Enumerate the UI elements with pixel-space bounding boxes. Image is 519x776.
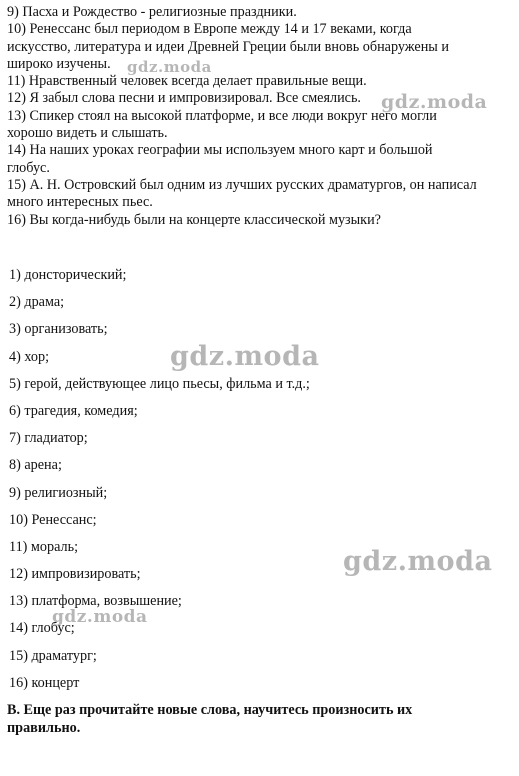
sentence-16: 16) Вы когда-нибудь были на концерте классической музыки? — [7, 211, 381, 228]
watermark: gdz.moda — [381, 91, 488, 113]
watermark: gdz.moda — [170, 341, 320, 372]
sentence-11: 11) Нравственный человек всегда делает правильные вещи. — [7, 73, 367, 90]
vocabulary-item: 7) гладиатор; — [9, 430, 88, 447]
translated-sentences — [7, 4, 512, 229]
sentence-13: 13) Спикер стоял на высокой платформе, и все люди вокруг него могли хорошо видеть и слышать. — [7, 107, 437, 142]
sentence-15: 15) А. Н. Островский был одним из лучших русских драматургов, он написал много интересных пьес. — [7, 176, 477, 211]
vocabulary-item: 8) арена; — [9, 457, 62, 474]
vocabulary-list — [9, 267, 509, 702]
sentence-10: 10) Ренессанс был периодом в Европе между 14 и 17 веками, когда искусство, литература и идеи Древней Греции были вновь обнаружены и широко изучены. — [7, 21, 449, 72]
sentence-14: 14) На наших уроках географии мы используем много карт и большой глобус. — [7, 142, 433, 176]
vocabulary-item: 10) Ренессанс; — [9, 511, 97, 528]
vocabulary-item: 1) донсторический; — [9, 267, 127, 283]
vocabulary-item: 5) герой, действующее лицо пьесы, фильма и т.д.; — [9, 375, 310, 392]
vocabulary-item: 4) хор; — [9, 348, 50, 365]
watermark: gdz.moda — [52, 607, 148, 627]
vocabulary-item: 6) трагедия, комедия; — [9, 402, 138, 419]
vocabulary-item: 12) импровизировать; — [9, 566, 141, 583]
vocabulary-item: 14) глобус; — [9, 620, 75, 637]
watermark: gdz.moda — [343, 546, 493, 577]
sentence-9: 9) Пасха и Рождество - религиозные праздники. — [7, 4, 297, 20]
sentence-12: 12) Я забыл слова песни и импровизировал. Все смеялись. — [7, 90, 361, 107]
watermark: gdz.moda — [127, 58, 212, 76]
vocabulary-item: 2) драма; — [9, 294, 65, 311]
task-instruction: В. Еще раз прочитайте новые слова, научитесь произносить их правильно. — [7, 702, 413, 736]
vocabulary-item: 9) религиозный; — [9, 484, 108, 501]
vocabulary-item: 11) мораль; — [9, 538, 79, 555]
vocabulary-item: 3) организовать; — [9, 321, 108, 338]
vocabulary-item: 16) концерт — [9, 674, 80, 691]
vocabulary-item: 13) платформа, возвышение; — [9, 593, 182, 610]
vocabulary-item: 15) драматург; — [9, 647, 97, 664]
